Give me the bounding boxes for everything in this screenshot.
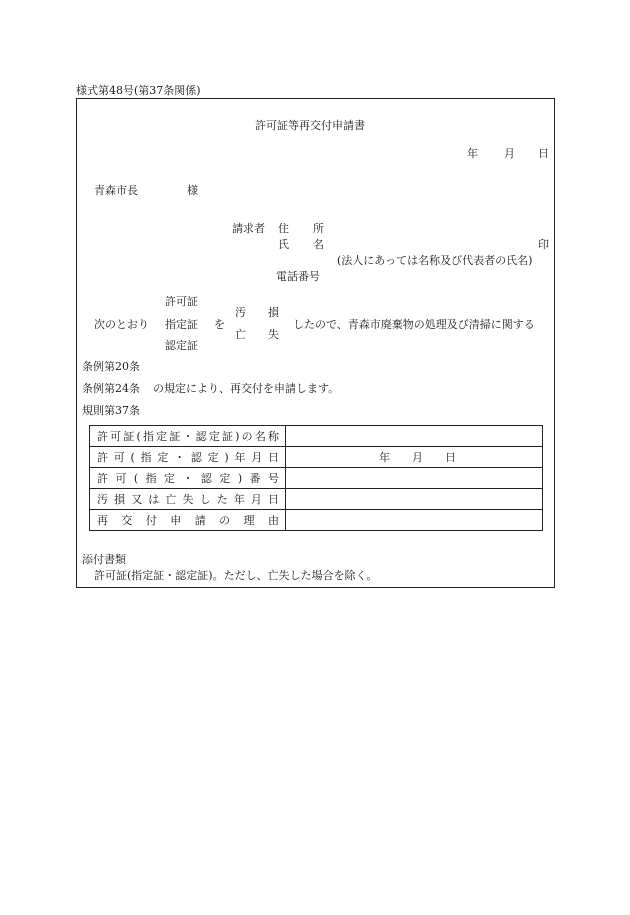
attachments-text: 許可証(指定証・認定証)。ただし、亡失した場合を除く。 [94, 569, 378, 582]
corporate-note: (法人にあっては名称及び代表者の氏名) [337, 254, 533, 267]
statement-particle: を [214, 318, 225, 331]
phone-label: 電話番号 [276, 270, 320, 283]
form-title: 許可証等再交付申請書 [255, 119, 365, 132]
damage-char-1: 汚 [235, 306, 246, 319]
date-year: 年 [467, 147, 478, 160]
table-row [90, 426, 543, 447]
address-label-1: 住 [278, 222, 289, 235]
address-label-2: 所 [313, 222, 324, 235]
table-row [90, 489, 543, 510]
regulation-ordinance-20: 条例第20条 [82, 360, 140, 373]
certificate-permit: 許可証 [165, 295, 198, 308]
certificate-designation: 指定証 [165, 318, 198, 331]
addressee-mayor: 青森市長 [94, 184, 138, 197]
row-label-certificate-name: 許可証(指定証・認定証)の名称 [90, 426, 286, 447]
table-row [90, 468, 543, 489]
statement-lead: 次のとおり [94, 318, 149, 331]
regulation-rule-37: 規則第37条 [82, 404, 140, 417]
seal-mark: 印 [538, 238, 549, 251]
row-label-damage-loss-date: 汚損又は亡失した年月日 [90, 489, 286, 510]
reissue-info-table [89, 425, 543, 531]
name-label-1: 氏 [278, 238, 289, 251]
date-day: 日 [538, 147, 549, 160]
row-label-grant-date: 許可(指定・認定)年月日 [90, 447, 286, 468]
row-value-grant-number[interactable] [286, 468, 543, 489]
form-number: 様式第48号(第37条関係) [76, 84, 201, 97]
row-label-reissue-reason: 再交付申請の理由 [90, 510, 286, 531]
damage-char-2: 損 [268, 306, 279, 319]
attachments-heading: 添付書類 [82, 553, 126, 566]
loss-char-2: 失 [268, 328, 279, 341]
regulation-ordinance-24: 条例第24条 [82, 382, 140, 395]
loss-char-1: 亡 [235, 328, 246, 341]
date-month: 月 [504, 147, 515, 160]
certificate-approval: 認定証 [165, 339, 198, 352]
addressee-honorific: 様 [187, 184, 198, 197]
statement-tail: したので、青森市廃棄物の処理及び清掃に関する [293, 318, 535, 331]
row-value-grant-date[interactable]: 年 月 日 [286, 447, 543, 468]
regulation-tail: の規定により、再交付を申請します。 [153, 382, 340, 395]
row-label-grant-number: 許可(指定・認定)番号 [90, 468, 286, 489]
applicant-label: 請求者 [232, 222, 265, 235]
row-value-damage-loss-date[interactable] [286, 489, 543, 510]
table-row [90, 510, 543, 531]
name-label-2: 名 [313, 238, 324, 251]
row-value-certificate-name[interactable] [286, 426, 543, 447]
table-row [90, 447, 543, 468]
row-value-reissue-reason[interactable] [286, 510, 543, 531]
